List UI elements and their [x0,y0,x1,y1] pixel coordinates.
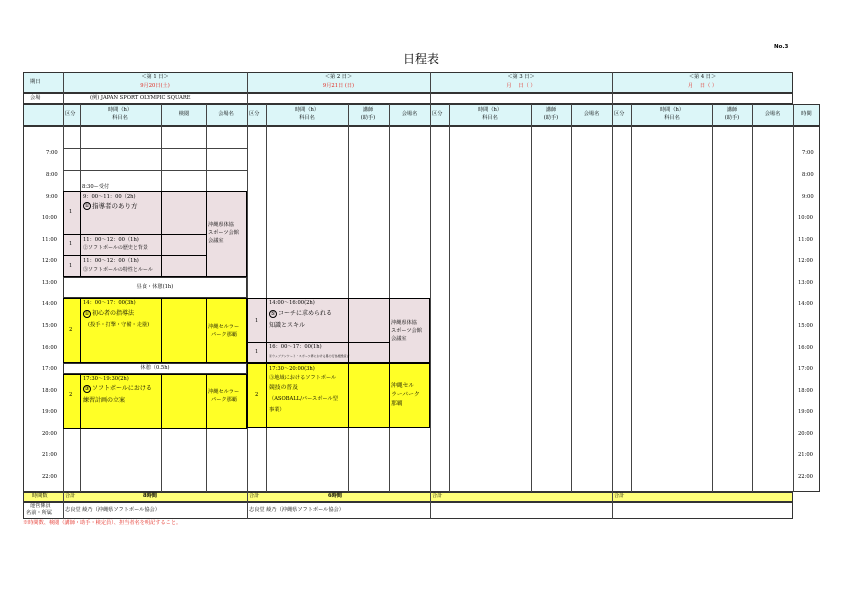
col-time-2a: 時間（h） [294,107,320,113]
day1-s4-kubun: 2 [69,327,73,333]
day1-ev-venue-2: パーク那覇 [211,397,237,403]
day2-s1-time: 14:00〜16:00(2h) [269,300,315,306]
day4-label: ＜第 4 日＞ [688,74,717,80]
day2-s1-subject-2: 知識とスキル [269,322,305,329]
day2-date: 9月21日 (日) [322,83,355,89]
staff-label-2: 名前・所属 [26,510,52,516]
time-left: 7:00 [46,150,58,156]
hours-label: 時間数 [32,493,48,499]
time-left: 10:00 [42,215,57,221]
day1-s3-time: 11：00〜12：00（1h) [83,258,139,264]
time-left: 14:00 [42,301,57,307]
col-venue-4: 会場名 [764,111,781,117]
day2-pm-venue-1: 沖縄県体協 [391,320,417,326]
lunch-break: 昼食・休憩(1h) [136,284,174,290]
session-number: ① [84,203,90,209]
col-kubun-4: 区分 [614,111,625,117]
time-right: 18:00 [798,388,813,394]
time-left: 11:00 [42,237,57,243]
day2-s3-time: 17:30〜20:00(3h) [269,366,315,372]
day2-s3-subject: ③地域におけるソフトボール [269,375,337,381]
day2-s3-kubun: 2 [255,392,259,398]
day1-pm-venue-2: パーク那覇 [211,332,237,338]
day1-date: 9月20日(土) [140,83,170,89]
time-right: 20:00 [798,431,813,437]
staff-day2: 志良堂 綾乃（沖縄県ソフトボール協会） [249,507,344,513]
time-left: 18:00 [42,388,57,394]
time-left: 9:00 [46,194,58,200]
day1-am-venue-1: 沖縄県体協 [208,222,234,228]
time-right: 11:00 [798,237,813,243]
time-right: 9:00 [802,194,814,200]
day1-pm-venue-1: 沖縄セルラー [208,324,240,330]
day1-label: ＜第 1 日＞ [141,74,169,80]
col-time-right: 時間 [801,111,812,117]
time-left: 16:00 [42,345,57,351]
time-right: 19:00 [798,409,813,415]
day2-s1-subject: ⑤ コーチに求められる [270,310,333,317]
day1-s4-time: 14：00〜17：00(3h) [83,300,136,306]
col-lect-2a: 講師 [362,107,374,113]
col-kubun-2: 区分 [249,111,260,117]
col-lect-3a: 講師 [545,107,557,113]
day1-s5-time: 17:30〜19:30(2h) [83,376,129,382]
time-right: 21:00 [798,452,813,458]
day1-s2-subject: ②ソフトボールの歴史と背景 [83,245,148,251]
day1-s2-time: 11：00〜12：00（1h) [83,237,139,243]
col-time-2b: 科目名 [299,115,315,121]
day2-s3-subject-3: （ASOBALL/パースボール型 [269,396,338,402]
reception-note: 8:30ー受付 [82,184,110,190]
col-lect-4a: 講師 [726,107,738,113]
time-right: 10:00 [798,215,813,221]
day3-label: ＜第 3 日＞ [507,74,535,80]
day2-ev-venue-2: ラーパーク [391,392,420,398]
day1-s5-subject: ③ ソフトボールにおける [84,385,152,392]
venue-value: (例) JAPAN SPORT OLYMPIC SQUARE [90,95,191,101]
day3-total-label: 合計 [432,493,443,499]
day1-s3-subject: ③ソフトボールの特性とルール [83,267,153,273]
staff-day1: 志良堂 綾乃（沖縄県ソフトボール協会） [65,507,160,513]
day2-total: 6時間 [328,493,342,499]
day1-am-venue-3: 会議室 [208,238,224,244]
time-right: 14:00 [798,301,813,307]
day2-s1-kubun: 1 [255,318,259,324]
day2-s2-subject: ⑥ウェブアンケート・スポーツ界における暴力行為根絶宣言 [269,354,350,358]
day1-s2-kubun: 1 [69,241,73,247]
day3-date: 月 日（ ） [506,83,536,89]
day4-date: 月 日（ ） [687,83,718,89]
time-left: 13:00 [42,280,57,286]
time-right: 15:00 [798,323,813,329]
evening-break: 休憩（0.5h) [140,365,170,371]
hours-row [23,492,793,502]
day1-s1-kubun: 1 [69,209,73,215]
day2-pm-venue-3: 会議室 [391,336,407,342]
day1-s5-subject-2: 練習計画の立案 [83,397,126,404]
day1-ev-venue-1: 沖縄セルラー [208,389,240,395]
page-number: No.3 [774,44,789,50]
day2-s3-subject-4: 事業） [269,407,285,413]
day1-total-label: 合計 [65,493,76,499]
col-venue-2: 会場名 [401,111,418,117]
col-time-1a: 時間（h） [107,107,133,113]
col-time-3b: 科目名 [482,115,498,121]
footnote: ※時間数、検閲（講師・助手・検定員）、担当者名を明記すること。 [23,520,182,526]
day1-s4-sub: (投手・打撃・守備・走塁) [88,322,150,328]
day2-s2-time: 16：00〜17：00(1h) [269,344,322,350]
col-examiner: 検閲 [178,111,190,117]
col-time-4a: 時間（h） [659,107,685,113]
col-venue-1: 会場名 [218,111,234,117]
time-left: 15:00 [42,323,57,329]
time-left: 21:00 [42,452,57,458]
col-time-4b: 科目名 [664,115,680,121]
time-right: 17:00 [798,366,813,372]
day2-pm-venue-2: スポーツ会館 [391,328,422,334]
time-left: 12:00 [42,258,57,264]
col-kubun-3: 区分 [432,111,443,117]
time-right: 16:00 [798,345,813,351]
day2-s3-subject-2: 競技の普及 [269,385,298,391]
col-time-1b: 科目名 [112,115,128,121]
time-right: 7:00 [802,150,814,156]
time-right: 12:00 [798,258,813,264]
col-lect-4b: (助手) [724,115,740,121]
time-left: 20:00 [42,431,57,437]
day1-total: 8時間 [143,493,157,499]
day4-total-label: 合計 [614,493,625,499]
day1-am-venue-2: スポーツ会館 [208,230,239,236]
day2-ev-venue-3: 那覇 [391,401,403,407]
venue-label: 会場 [30,95,41,101]
page-title: 日程表 [402,52,439,66]
col-lect-2b: (助手) [360,115,376,121]
col-kubun-1: 区分 [65,111,76,117]
time-right: 22:00 [798,474,813,480]
time-right: 8:00 [802,172,814,178]
day1-s5-kubun: 2 [69,392,73,398]
day1-s1-subject: ① 指導者のあり方 [84,202,138,210]
day1-s3-kubun: 1 [69,263,73,269]
staff-label-1: 運営係員 [30,503,51,509]
time-left: 8:00 [46,172,58,178]
day2-s2-kubun: 1 [255,349,259,355]
date-label: 期日 [30,79,41,85]
day2-label: ＜第 2 日＞ [324,74,353,80]
time-left: 17:00 [42,366,57,372]
col-venue-3: 会場名 [583,111,600,117]
day1-s1-time: 9：00〜11：00（2h) [83,194,136,200]
col-lect-3b: (助手) [543,115,559,121]
day1-s4-subject: ① 初心者の指導法 [84,310,135,317]
day2-total-label: 合計 [249,493,260,499]
col-time-3a: 時間（h） [477,107,503,113]
time-right: 13:00 [798,280,813,286]
day2-ev-venue-1: 沖縄セル [391,383,415,389]
time-left: 19:00 [42,409,57,415]
time-left: 22:00 [42,474,57,480]
